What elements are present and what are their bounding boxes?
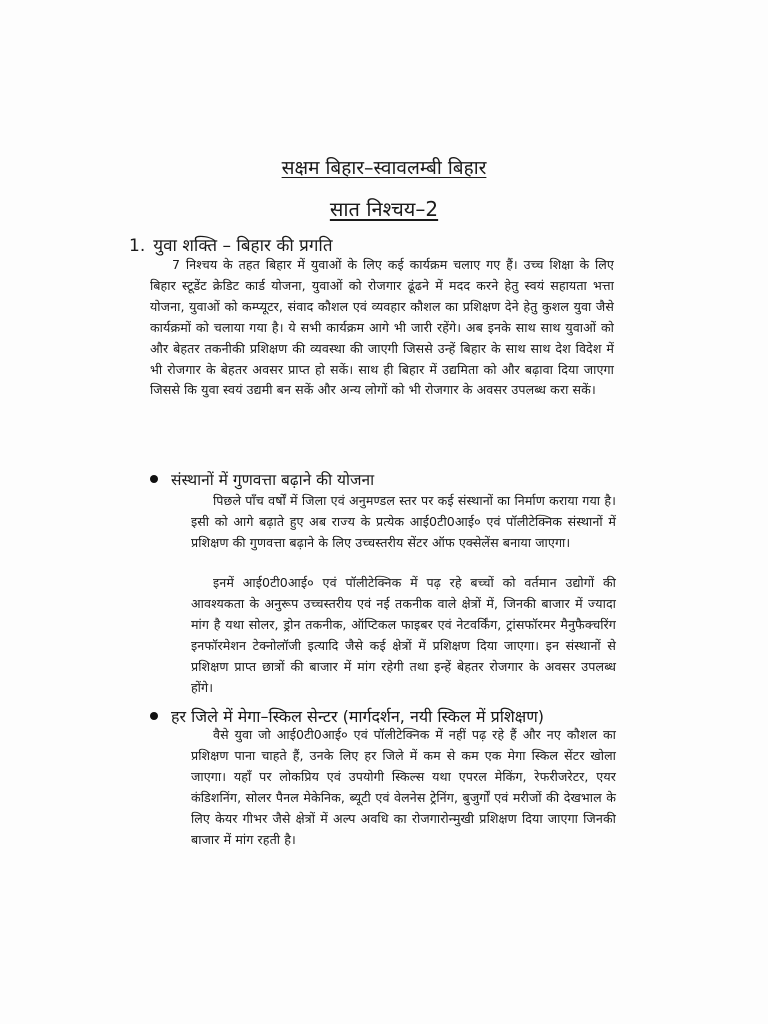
bullet-heading-text: संस्थानों में गुणवत्ता बढ़ाने की योजना xyxy=(171,471,375,489)
bullet-heading-text: हर जिले में मेगा–स्किल सेन्टर (मार्गदर्शन, नयी स्किल में प्रशिक्षण) xyxy=(171,707,545,726)
bullet-heading-mega-skill xyxy=(150,705,544,727)
section-heading-text: युवा शक्ति – बिहार की प्रगति xyxy=(153,236,333,256)
section-number: 1. xyxy=(129,236,146,256)
bullet-paragraph: इनमें आई0टी0आई० एवं पॉलीटेक्निक में पढ़ रहे बच्चों को वर्तमान उद्योगों की आवश्यकता के अनुरूप उच्चस्तरीय एवं नई तकनीक वाले क्षेत्रों में, जिनकी बाजार में ज्यादा मांग है यथा सोलर, ड्रोन तकनीक, ऑप्टिकल फाइबर एवं नेटवर्किंग, ट्रांसफॉरमर मैनुफैक्चरिंग इनफॉरमेशन टेक्नोलॉजी इत्यादि जैसे कई क्षेत्रों में प्रशिक्षण दिया जाएगा। इन संस्थानों से प्रशिक्षण प्राप्त छात्रों की बाजार में मांग रहेगी तथा इन्हें बेहतर रोजगार के अवसर उपलब्ध होंगे। xyxy=(191,575,616,695)
bullet-paragraph: पिछले पाँच वर्षों में जिला एवं अनुमण्डल स्तर पर कई संस्थानों का निर्माण कराया गया है। इसी को आगे बढ़ाते हुए अब राज्य के प्रत्येक आई0टी0आई० एवं पॉलीटेक्निक संस्थानों में प्रशिक्षण की गुणवत्ता बढ़ाने के लिए उच्चस्तरीय सेंटर ऑफ एक्सेलेंस बनाया जाएगा। xyxy=(191,493,616,550)
bullet-heading-quality xyxy=(150,468,374,490)
bullet-dot xyxy=(150,475,158,483)
section-heading xyxy=(129,233,333,256)
bullet-paragraph: वैसे युवा जो आई0टी0आई० एवं पॉलीटेक्निक में नहीं पढ़ रहे हैं और नए कौशल का प्रशिक्षण पाना चाहते हैं, उनके लिए हर जिले में कम से कम एक मेगा स्किल सेंटर खोला जाएगा। यहाँ पर लोकप्रिय एवं उपयोगी स्किल्स यथा एपरल मेकिंग, रेफरीजरेटर, एयर कंडिशनिंग, सोलर पैनल मेकेनिक, ब्यूटी एवं वेलनेस ट्रेनिंग, बुजुर्गों एवं मरीजों की देखभाल के लिए केयर गीभर जैसे क्षेत्रों में अल्प अवधि का रोजगारोन्मुखी प्रशिक्षण दिया जाएगा जिनकी बाजार में मांग रहती है। xyxy=(191,727,616,847)
bullet-dot xyxy=(150,712,158,720)
document-subtitle: सात निश्चय–2 xyxy=(329,197,439,221)
document-title: सक्षम बिहार–स्वावलम्बी बिहार xyxy=(281,157,487,179)
section-intro-paragraph: 7 निश्चय के तहत बिहार में युवाओं के लिए कई कार्यक्रम चलाए गए हैं। उच्च शिक्षा के लिए बिहार स्टूडेंट क्रेडिट कार्ड योजना, युवाओं को रोजगार ढूंढने में मदद करने हेतु स्वयं सहायता भत्ता योजना, युवाओं को कम्प्यूटर, संवाद कौशल एवं व्यवहार कौशल का प्रशिक्षण देने हेतु कुशल युवा जैसे कार्यक्रमों को चलाया गया है। ये सभी कार्यक्रम आगे भी जारी रहेंगे। अब इनके साथ साथ युवाओं को और बेहतर तकनीकी प्रशिक्षण की व्यवस्था की जाएगी जिससे उन्हें बिहार के साथ साथ देश विदेश में भी रोजगार के बेहतर अवसर प्राप्त हो सकें। साथ ही बिहार में उद्यमिता को और बढ़ावा दिया जाएगा जिससे कि युवा स्वयं उद्यमी बन सकें और अन्य लोगों को भी रोजगार के अवसर उपलब्ध करा सकें। xyxy=(150,257,614,398)
